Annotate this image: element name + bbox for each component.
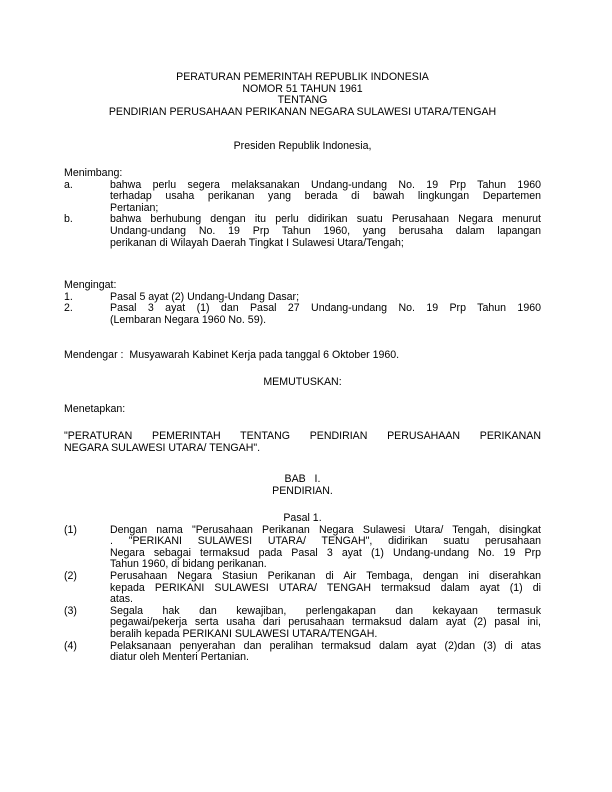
title-line: TENTANG [277,94,328,107]
list-item [64,641,541,664]
menetapkan-text [64,431,541,454]
text-line: bahwa perlu segera melaksanakan Undang-undang No. 19 Prp Tahun 1960 [110,178,541,191]
list-item [64,525,541,571]
mengingat-section [64,280,541,326]
text-line: diatur oleh Menteri Pertanian. [110,651,249,664]
menimbang-section [64,168,541,249]
item-number: (3) [64,604,77,617]
list-item [64,571,541,606]
item-number: 2. [64,302,73,315]
text-line: perikanan di Wilayah Daerah Tingkat I Sulawesi Utara/Tengah; [110,236,404,249]
section-heading: Menimbang: [64,167,123,179]
list-item [64,180,541,215]
text-line: Pertanian; [110,201,159,214]
menetapkan-heading: Menetapkan: [64,403,126,415]
mendengar-line: Mendengar : Musyawarah Kabinet Kerja pada tanggal 6 Oktober 1960. [64,349,400,361]
item-text [110,214,541,249]
list-item [64,303,541,326]
item-text [110,525,541,571]
text-line: . "PERIKANI SULAWESI UTARA/ TENGAH", didirikan suatu perusahaan [110,535,541,548]
chapter-title: PENDIRIAN. [272,484,333,497]
text-line: NEGARA SULAWESI UTARA/ TENGAH". [64,441,261,454]
chapter-heading [64,474,541,497]
item-number: 1. [64,290,73,303]
item-text [110,571,541,606]
title-line: PERATURAN PEMERINTAH REPUBLIK INDONESIA [176,71,429,83]
president-line: Presiden Republik Indonesia, [233,140,372,152]
text-line: Pasal 5 ayat (2) Undang-Undang Dasar; [110,290,300,303]
item-number: (1) [64,523,77,536]
text-line: Pelaksanaan penyerahan dan peralihan termaksud dalam ayat (2)dan (3) di atas [110,639,541,652]
text-line: pegawai/pekerja serta usaha dari perusahaan termaksud dalam ayat (2) pasal ini, [110,616,541,629]
text-line: atas. [110,593,133,606]
text-line: Pasal 3 ayat (1) dan Pasal 27 Undang-undang No. 19 Prp Tahun 1960 [110,302,541,315]
text-line: "PERATURAN PEMERINTAH TENTANG PENDIRIAN PERUSAHAAN PERIKANAN [64,430,541,442]
item-text [110,641,541,664]
chapter-number: BAB I. [284,473,321,485]
pasal-1 [64,513,541,664]
text-line: bahwa berhubung dengan itu perlu didirikan suatu Perusahaan Negara menurut [110,213,541,226]
item-text [110,606,541,641]
text-line: Tahun 1960, di bidang perikanan. [110,558,267,571]
item-number: (2) [64,569,77,582]
title-line: PENDIRIAN PERUSAHAAN PERIKANAN NEGARA SULAWESI UTARA/TENGAH [108,105,497,118]
text-line: Negara sebagai termaksud pada Pasal 3 ayat (1) Undang-undang No. 19 Prp [110,546,541,559]
item-number: a. [64,178,73,191]
article-heading: Pasal 1. [283,512,322,524]
text-line: beralih kepada PERIKANI SULAWESI UTARA/TENGAH. [110,627,378,640]
item-text [110,180,541,215]
text-line: Undang-undang No. 19 Prp Tahun 1960, yang berusaha dalam lapangan [110,224,541,237]
text-line: Perusahaan Negara Stasiun Perikanan di Air Tembaga, dengan ini diserahkan [110,569,541,582]
text-line: terhadap usaha perikanan yang berada di bawah lingkungan Departemen [110,190,541,203]
item-number: (4) [64,639,77,652]
list-item [64,606,541,641]
section-heading: Mengingat: [64,279,117,291]
item-number: b. [64,213,73,226]
document-title [64,72,541,118]
item-text [110,303,541,326]
title-line: NOMOR 51 TAHUN 1961 [242,82,363,95]
text-line: Dengan nama "Perusahaan Perikanan Negara Sulawesi Utara/ Tengah, disingkat [110,523,541,536]
text-line: (Lembaran Negara 1960 No. 59). [110,313,267,326]
list-item [64,214,541,249]
memutuskan-heading: MEMUTUSKAN: [263,376,342,388]
text-line: kepada PERIKANI SULAWESI UTARA/ TENGAH termaksud dalam ayat (1) di [110,581,541,594]
text-line: Segala hak dan kewajiban, perlengakapan dan kekayaan termasuk [110,604,541,617]
